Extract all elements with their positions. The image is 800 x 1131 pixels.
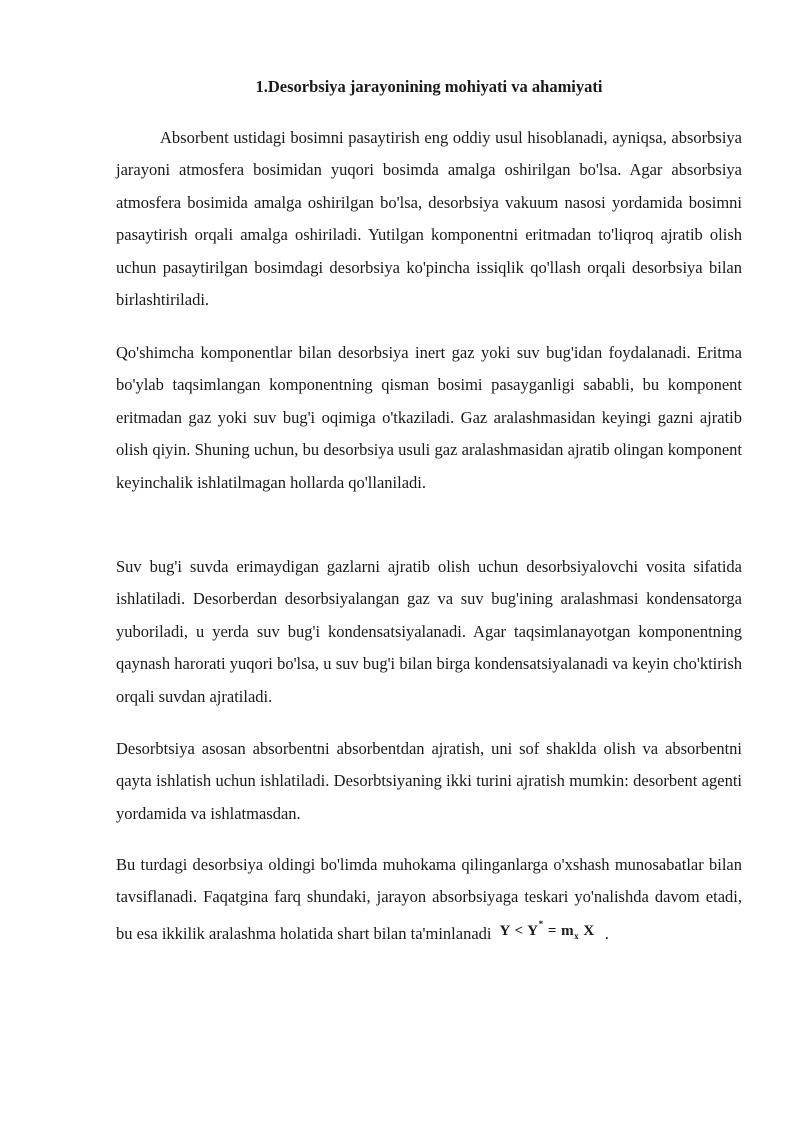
paragraph-2: Qo'shimcha komponentlar bilan desorbsiya inert gaz yoki suv bug'idan foydalanadi. Eritma bo'ylab taqsimlangan komponentning qisman bosimi pasayganligi sababli, bu komponent eritmadan gaz yoki suv bug'i oqimiga o'tkaziladi. Gaz aralashmasidan keyingi gazni ajratib olish qiyin. Shuning uchun, bu desorbsiya usuli gaz aralashmasidan ajratib olingan komponent keyinchalik ishlatilmagan hollarda qo'llaniladi. bbox=[116, 343, 742, 492]
formula-star: * bbox=[538, 918, 544, 929]
paragraph-5-text: Bu turdagi desorbsiya oldingi bo'limda muhokama qilinganlarga o'xshash munosabatlar bilan tavsiflanadi. Faqatgina farq shundaki, jarayon absorbsiyaga teskari yo'nalishda davom etadi, bu esa ikkilik aralashma holatida shart bilan ta'minlanadi bbox=[116, 855, 742, 943]
formula-lhs: Y < Y bbox=[499, 922, 539, 939]
formula-eq: = m bbox=[543, 922, 575, 939]
paragraph-3: Suv bug'i suvda erimaydigan gazlarni ajratib olish uchun desorbsiyalovchi vosita sifatida ishlatiladi. Desorberdan desorbsiyalangan gaz va suv bug'ining aralashmasi kondensatorga yuboriladi, u yerda suv bug'i kondensatsiyalanadi. Agar taqsimlanayotgan komponentning qaynash harorati yuqori bo'lsa, u suv bug'i bilan birga kondensatsiyalanadi va keyin cho'ktirish orqali suvdan ajratiladi. bbox=[116, 557, 742, 706]
paragraph-5 bbox=[116, 849, 742, 956]
formula-sub: x bbox=[574, 930, 580, 941]
section-title: 1.Desorbsiya jarayonining mohiyati va ahamiyati bbox=[255, 77, 603, 96]
equilibrium-formula bbox=[500, 910, 595, 952]
formula-rhs: X bbox=[579, 922, 595, 939]
paragraph-1: Absorbent ustidagi bosimni pasaytirish eng oddiy usul hisoblanadi, ayniqsa, absorbsiya jarayoni atmosfera bosimidan yuqori bosimda amalga oshirilgan bo'lsa. Agar absorbsiya atmosfera bosimida amalga oshirilgan bo'lsa, desorbsiya vakuum nasosi yordamida bosimni pasaytirish orqali amalga oshiriladi. Yutilgan komponentni eritmadan to'liqroq ajratib olish uchun pasaytirilgan bosimdagi desorbsiya ko'pincha issiqlik qo'llash orqali desorbsiya bilan birlashtiriladi. bbox=[116, 128, 742, 310]
paragraph-4: Desorbtsiya asosan absorbentni absorbentdan ajratish, uni sof shaklda olish va absorbentni qayta ishlatish uchun ishlatiladi. Desorbtsiyaning ikki turini ajratish mumkin: desorbent agenti yordamida va ishlatmasdan. bbox=[116, 739, 742, 823]
formula-period: . bbox=[604, 923, 609, 943]
